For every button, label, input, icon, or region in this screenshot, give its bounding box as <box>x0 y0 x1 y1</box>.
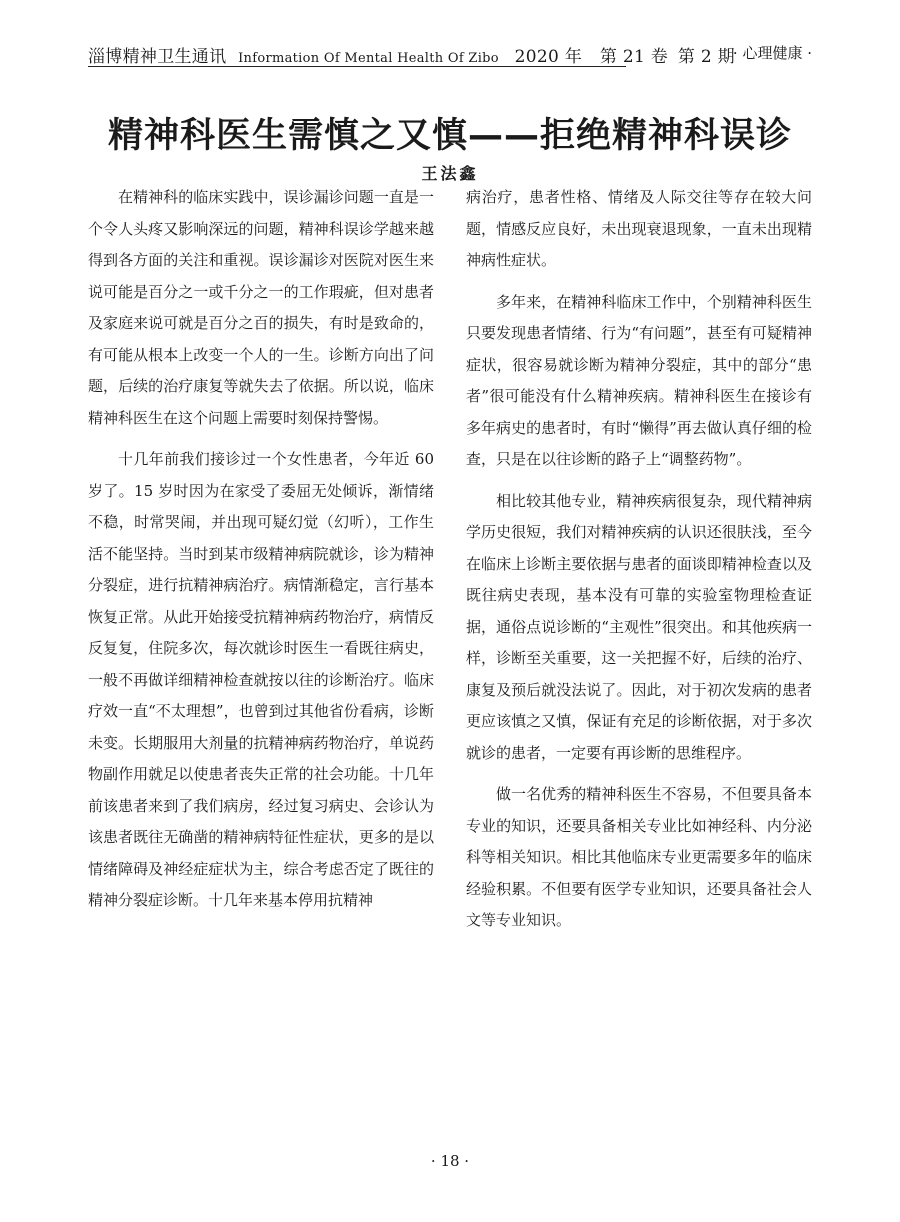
journal-masthead <box>88 42 735 67</box>
paragraph: 相比较其他专业，精神疾病很复杂，现代精神病学历史很短，我们对精神疾病的认识还很肤浅，至今在临床上诊断主要依据与患者的面谈即精神检查以及既往病史表现，基本没有可靠的实验室物理检查证据，通俗点说诊断的“主观性”很突出。和其他疾病一样，诊断至关重要，这一关把握不好，后续的治疗、康复及预后就没法说了。因此，对于初次发病的患者更应该慎之又慎，保证有充足的诊断依据，对于多次就诊的患者，一定要有再诊断的思维程序。 <box>466 491 812 762</box>
body-column-left <box>88 182 434 917</box>
issue-number: 第 2 期 <box>677 47 735 67</box>
section-label: · 心理健康 · <box>732 44 812 62</box>
article-title: 精神科医生需慎之又慎——拒绝精神科误诊 <box>107 116 792 156</box>
paragraph-continuation: 病治疗，患者性格、情绪及人际交往等存在较大问题，情感反应良好，未出现衰退现象，一直未出现精神病性症状。 <box>466 188 812 269</box>
issue-volume: 第 21 卷 <box>599 47 669 67</box>
running-header <box>88 38 812 68</box>
journal-name-cn: 淄博精神卫生通讯 <box>88 47 227 67</box>
paragraph: 十几年前我们接诊过一个女性患者，今年近 60 岁了。15 岁时因为在家受了委屈无处倾诉，渐情绪不稳，时常哭闹，并出现可疑幻觉（幻听），工作生活不能坚持。当时到某市级精神病院就诊，诊为精神分裂症，进行抗精神病治疗。病情渐稳定，言行基本恢复正常。从此开始接受抗精神病药物治疗，病情反反复复，住院多次，每次就诊时医生一看既往病史，一般不再做详细精神检查就按以往的诊断治疗。临床疗效一直“不太理想”，也曾到过其他省份看病，诊断未变。长期服用大剂量的抗精神病药物治疗，单说药物副作用就足以使患者丧失正常的社会功能。十几年前该患者来到了我们病房，经过复习病史、会诊认为该患者既往无确凿的精神病特征性症状，更多的是以情绪障碍及神经症症状为主，综合考虑否定了既往的精神分裂症诊断。十几年来基本停用抗精神 <box>88 450 434 909</box>
paragraph: 在精神科的临床实践中，误诊漏诊问题一直是一个令人头疼又影响深远的问题，精神科误诊学越来越得到各方面的关注和重视。误诊漏诊对医院对医生来说可能是百分之一或千分之一的工作瑕疵，但对患者及家庭来说可就是百分之百的损失，有时是致命的，有可能从根本上改变一个人的一生。诊断方向出了问题，后续的治疗康复等就失去了依据。所以说，临床精神科医生在这个问题上需要时刻保持警惕。 <box>88 188 434 427</box>
header-rule <box>88 66 626 67</box>
paragraph: 多年来，在精神科临床工作中，个别精神科医生只要发现患者情绪、行为“有问题”，甚至有可疑精神症状，很容易就诊断为精神分裂症，其中的部分“患者”很可能没有什么精神疾病。精神科医生在接诊有多年病史的患者时，有时“懒得”再去做认真仔细的检查，只是在以往诊断的路子上“调整药物”。 <box>466 292 812 468</box>
page-number: · 18 · <box>430 1152 470 1170</box>
article-author: 王法鑫 <box>421 164 479 183</box>
issue-year: 2020 年 <box>514 47 583 67</box>
paragraph: 做一名优秀的精神科医生不容易，不但要具备本专业的知识，还要具备相关专业比如神经科、内分泌科等相关知识。相比其他临床专业更需要多年的临床经验积累。不但要有医学专业知识，还要具备社会人文等专业知识。 <box>466 785 812 929</box>
journal-name-en: Information Of Mental Health Of Zibo <box>238 51 499 66</box>
body-column-right <box>466 182 812 937</box>
